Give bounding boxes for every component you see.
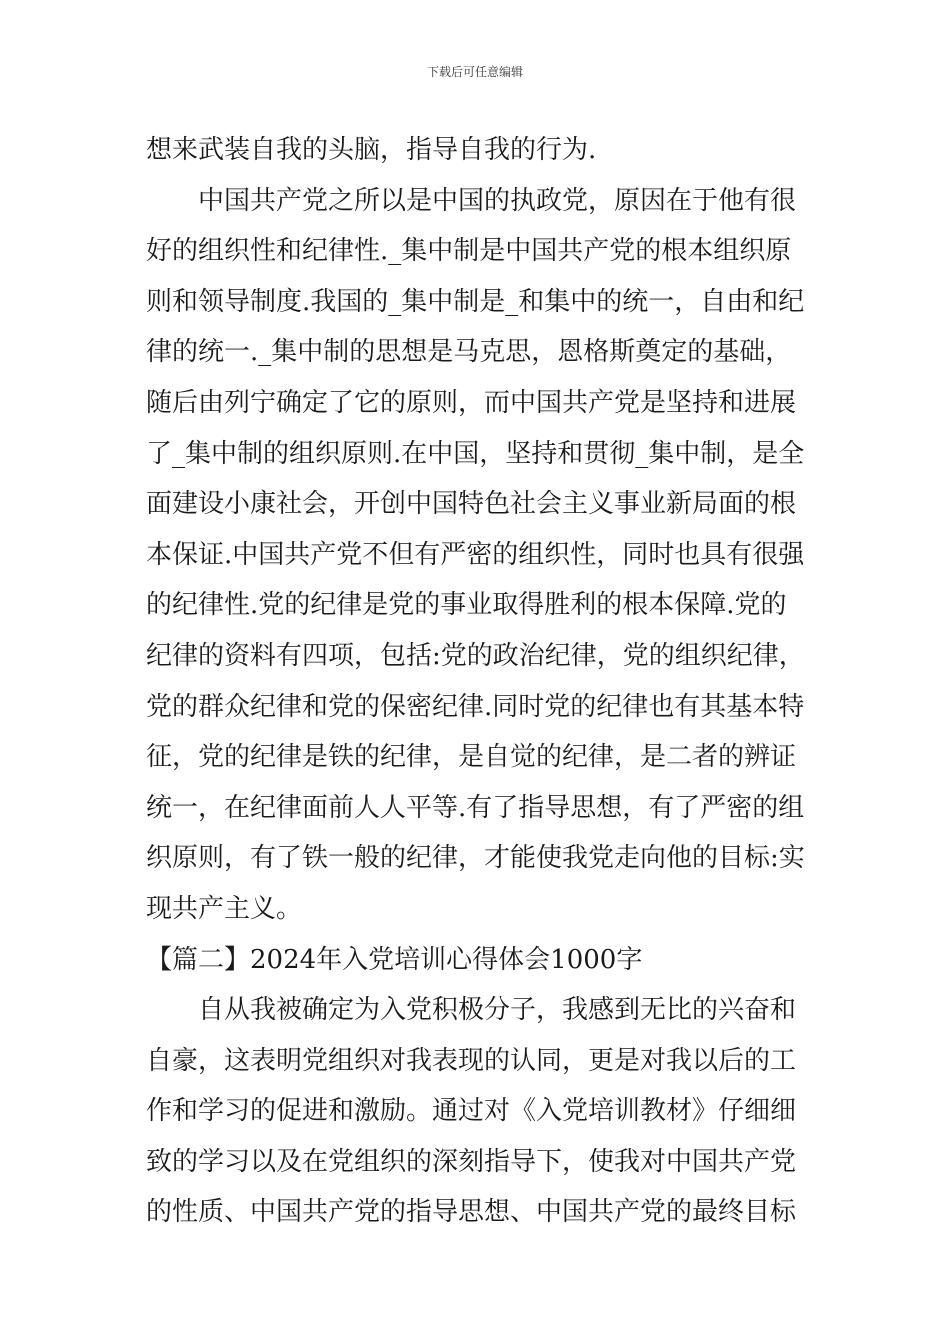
paragraph-first-line: 中国共产党之所以是中国的执政党，原因在于他有很 [198,185,797,216]
text-line: 作和学习的促进和激励。通过对《入党培训教材》仔细细 [146,1096,797,1127]
text-line: 面建设小康社会，开创中国特色社会主义事业新局面的根 [146,489,797,520]
paragraph-first-line: 自从我被确定为入党积极分子，我感到无比的兴奋和 [198,995,797,1026]
text-line: 好的组织性和纪律性._集中制是中国共产党的根本组织原 [146,236,792,267]
text-line: 则和领导制度.我国的_集中制是_和集中的统一，自由和纪 [146,286,805,317]
text-line: 织原则，有了铁一般的纪律，才能使我党走向他的目标:实 [146,843,805,874]
document-body [146,125,810,1238]
text-line: 随后由列宁确定了它的原则，而中国共产党是坚持和进展 [146,387,797,418]
text-line: 统一，在纪律面前人人平等.有了指导思想，有了严密的组 [146,792,805,823]
text-line: 纪律的资料有四项，包括:党的政治纪律，党的组织纪律， [146,640,805,671]
text-line: 本保证.中国共产党不但有严密的组织性，同时也具有很强 [146,539,805,570]
text-line: 了_集中制的组织原则.在中国，坚持和贯彻_集中制，是全 [146,438,805,469]
text-line: 自豪，这表明党组织对我表现的认同，更是对我以后的工 [146,1045,797,1076]
text-line: 的性质、中国共产党的指导思想、中国共产党的最终目标 [146,1197,797,1228]
page-header: 下载后可任意编辑 [426,65,523,79]
text-line: 律的统一._集中制的思想是马克思，恩格斯奠定的基础， [146,337,792,368]
section-heading: 【篇二】2024年入党培训心得体会1000字 [146,944,643,975]
text-line: 想来武装自我的头脑，指导自我的行为. [146,135,597,165]
text-line: 的纪律性.党的纪律是党的事业取得胜利的根本保障.党的 [146,590,787,621]
text-line: 党的群众纪律和党的保密纪律.同时党的纪律也有其基本特 [146,691,805,722]
text-line: 现共产主义。 [146,893,303,924]
text-line: 致的学习以及在党组织的深刻指导下，使我对中国共产党 [146,1146,797,1177]
text-line: 征，党的纪律是铁的纪律，是自觉的纪律，是二者的辨证 [146,742,797,773]
